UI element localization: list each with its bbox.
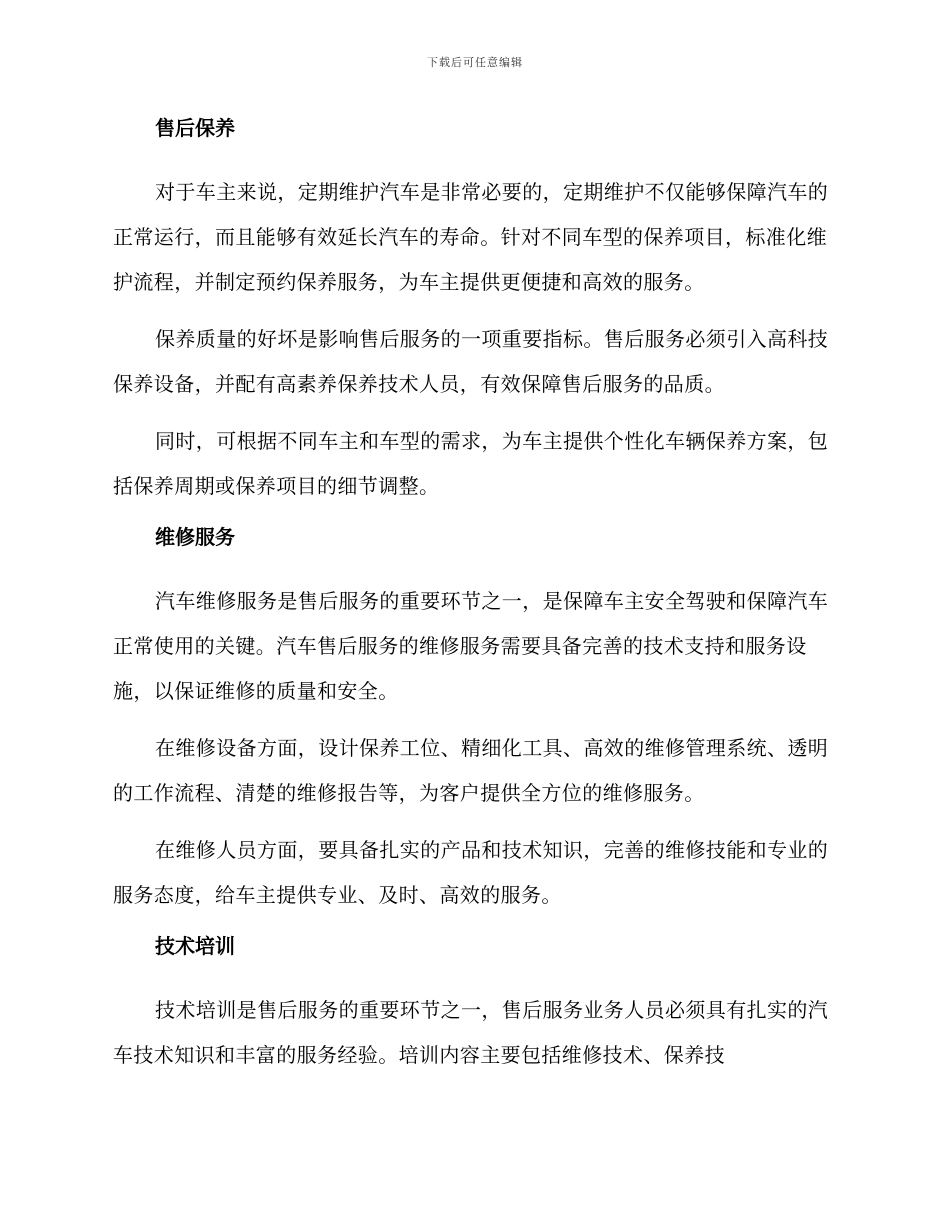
paragraph: 同时，可根据不同车主和车型的需求，为车主提供个性化车辆保养方案，包括保养周期或保养项目的细节调整。 [113, 429, 829, 498]
page-header-note: 下载后可任意编辑 [427, 56, 523, 69]
paragraph: 在维修设备方面，设计保养工位、精细化工具、高效的维修管理系统、透明的工作流程、清楚的维修报告等，为客户提供全方位的维修服务。 [113, 736, 829, 805]
paragraph: 汽车维修服务是售后服务的重要环节之一，是保障车主安全驾驶和保障汽车正常使用的关键。汽车售后服务的维修服务需要具备完善的技术支持和服务设施，以保证维修的质量和安全。 [113, 589, 829, 703]
paragraph: 对于车主来说，定期维护汽车是非常必要的，定期维护不仅能够保障汽车的正常运行，而且能够有效延长汽车的寿命。针对不同车型的保养项目，标准化维护流程，并制定预约保养服务，为车主提供更便捷和高效的服务。 [113, 180, 829, 294]
section-heading-after-sales-maintenance: 售后保养 [155, 116, 235, 140]
section-heading-technical-training: 技术培训 [155, 934, 235, 958]
section-heading-repair-service: 维修服务 [155, 525, 235, 549]
paragraph: 在维修人员方面，要具备扎实的产品和技术知识，完善的维修技能和专业的服务态度，给车主提供专业、及时、高效的服务。 [113, 838, 829, 907]
paragraph: 技术培训是售后服务的重要环节之一，售后服务业务人员必须具有扎实的汽车技术知识和丰富的服务经验。培训内容主要包括维修技术、保养技 [113, 998, 829, 1067]
document-body [113, 112, 833, 1078]
paragraph: 保养质量的好坏是影响售后服务的一项重要指标。售后服务必须引入高科技保养设备，并配有高素养保养技术人员，有效保障售后服务的品质。 [113, 327, 829, 396]
